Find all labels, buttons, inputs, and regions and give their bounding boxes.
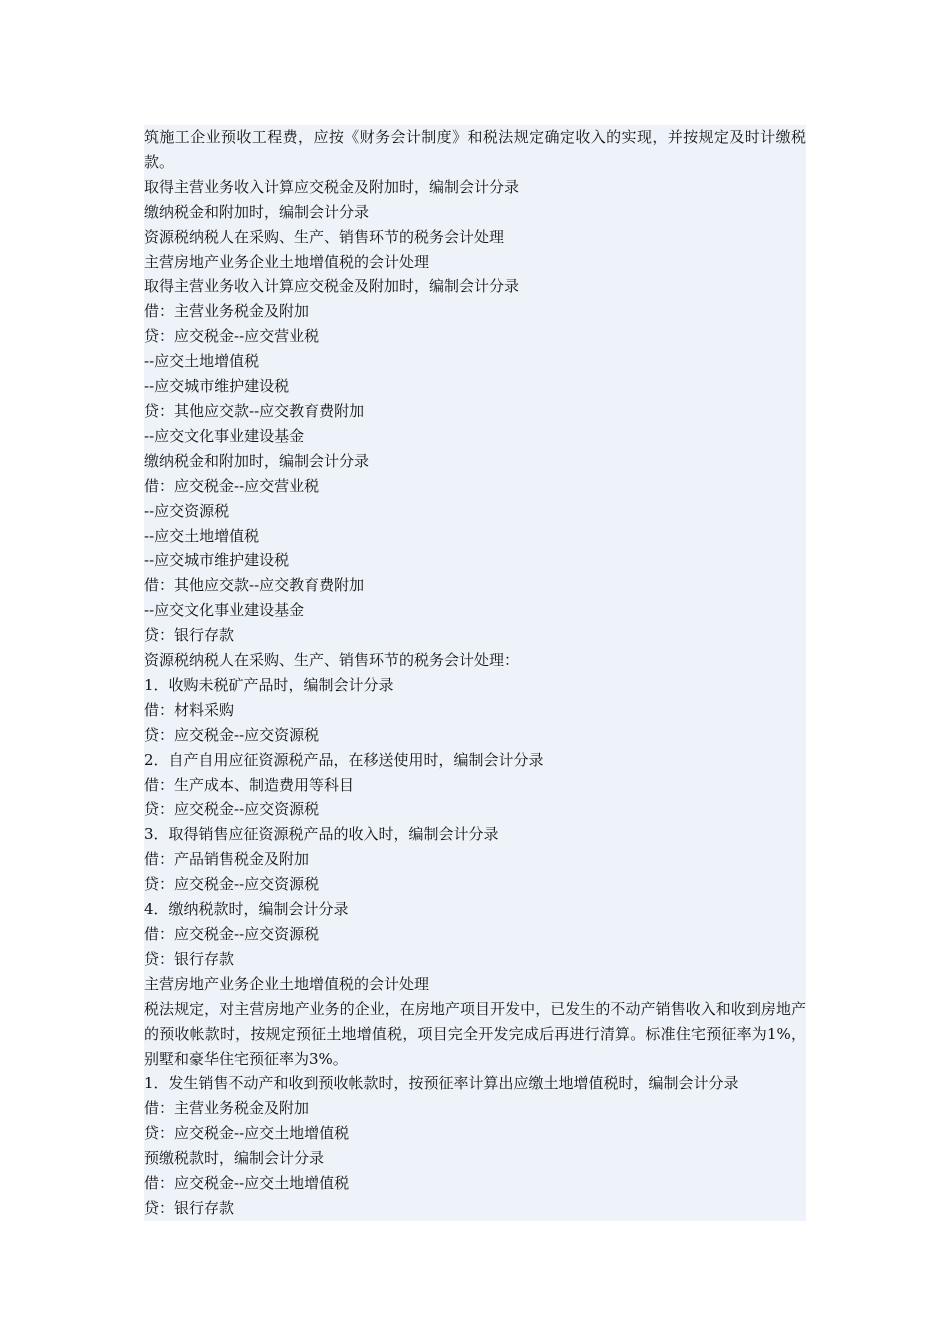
journal-entry-line: 贷：银行存款 [144,1198,235,1217]
journal-entry-line: 贷：其他应交款--应交教育费附加 [144,401,365,420]
numbered-step: 4．缴纳税款时，编制会计分录 [144,900,349,919]
text-line: 缴纳税金和附加时，编制会计分录 [144,202,370,221]
journal-entry-line: --应交土地增值税 [144,352,260,371]
journal-entry-line: 借：应交税金--应交土地增值税 [144,1174,350,1193]
journal-entry-line: 借：主营业务税金及附加 [144,302,310,321]
journal-entry-line: --应交文化事业建设基金 [144,426,305,445]
journal-entry-line: 借：主营业务税金及附加 [144,1099,310,1118]
journal-entry-line: 借：生产成本、制造费用等科目 [144,775,355,794]
text-line: 取得主营业务收入计算应交税金及附加时，编制会计分录 [144,177,520,196]
numbered-step: 1．收购未税矿产品时，编制会计分录 [144,675,394,694]
journal-entry-line: 贷：银行存款 [144,949,235,968]
intro-paragraph: 筑施工企业预收工程费，应按《财务会计制度》和税法规定确定收入的实现，并按规定及时计缴税款。 [144,128,806,171]
journal-entry-line: 借：其他应交款--应交教育费附加 [144,576,365,595]
section-heading: 主营房地产业务企业土地增值税的会计处理 [144,974,430,993]
journal-entry-line: 贷：银行存款 [144,626,235,645]
journal-entry-line: 贷：应交税金--应交资源税 [144,725,320,744]
journal-entry-line: 借：材料采购 [144,700,235,719]
journal-entry-line: 借：应交税金--应交资源税 [144,925,320,943]
journal-entry-line: --应交土地增值税 [144,526,260,545]
numbered-step: 3．取得销售应征资源税产品的收入时，编制会计分录 [144,825,499,844]
text-line: 预缴税款时，编制会计分录 [144,1149,325,1168]
journal-entry-line: 借：应交税金--应交营业税 [144,476,320,495]
journal-entry-line: 贷：应交税金--应交资源税 [144,800,320,819]
numbered-step: 1．发生销售不动产和收到预收帐款时，按预征率计算出应缴土地增值税时，编制会计分录 [144,1074,739,1093]
journal-entry-line: 借：产品销售税金及附加 [144,850,310,869]
journal-entry-line: 贷：应交税金--应交土地增值税 [144,1124,350,1143]
text-line: 主营房地产业务企业土地增值税的会计处理 [144,252,430,271]
document-text-block [144,125,806,1221]
text-line: 缴纳税金和附加时，编制会计分录 [144,451,370,470]
journal-entry-line: 贷：应交税金--应交资源税 [144,875,320,894]
text-line: 取得主营业务收入计算应交税金及附加时，编制会计分录 [144,277,520,296]
journal-entry-line: --应交文化事业建设基金 [144,601,305,620]
numbered-step: 2．自产自用应征资源税产品，在移送使用时，编制会计分录 [144,750,544,769]
journal-entry-line: --应交城市维护建设税 [144,551,290,570]
section-heading: 资源税纳税人在采购、生产、销售环节的税务会计处理： [144,651,520,670]
text-line: 资源税纳税人在采购、生产、销售环节的税务会计处理 [144,227,505,246]
journal-entry-line: 贷：应交税金--应交营业税 [144,327,320,346]
journal-entry-line: --应交资源税 [144,501,230,520]
journal-entry-line: --应交城市维护建设税 [144,377,290,396]
regulation-paragraph: 税法规定，对主营房地产业务的企业，在房地产项目开发中，已发生的不动产销售收入和收到房地产的预收帐款时，按规定预征土地增值税，项目完全开发完成后再进行清算。标准住宅预征率为1%，别墅和豪华住宅预征率为3%。 [144,999,806,1068]
